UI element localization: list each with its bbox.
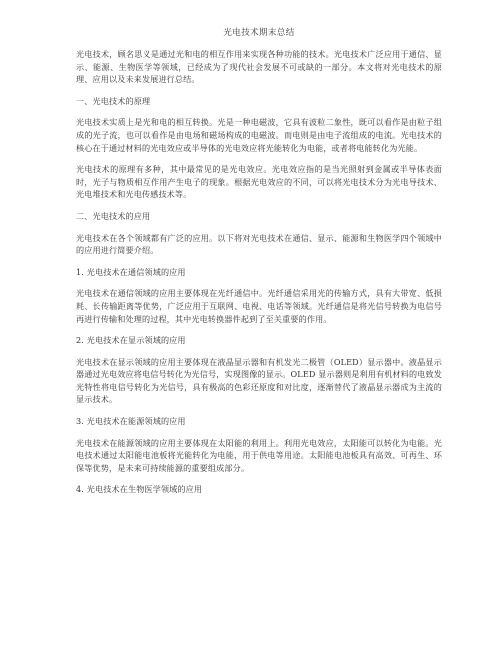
- subheading-communication: 1. 光电技术在通信领域的应用: [76, 266, 186, 277]
- subheading-display: 2. 光电技术在显示领域的应用: [76, 335, 186, 346]
- applications-intro-paragraph: 光电技术在各个领域都有广泛的应用。以下将对光电技术在通信、显示、能源和生物医学四个领域中的应用进行简要介绍。: [76, 232, 442, 256]
- subheading-energy: 3. 光电技术在能源领域的应用: [76, 416, 186, 427]
- energy-paragraph: 光电技术在能源领域的应用主要体现在太阳能的利用上。利用光电效应，太阳能可以转化为电能。光电技术通过太阳能电池板将光能转化为电能，用于供电等用途。太阳能电池板具有高效、可再生、环保等优势，是未来可持续能源的重要组成部分。: [76, 437, 442, 473]
- section-heading-principle: 一、光电技术的原理: [76, 95, 151, 106]
- section-heading-applications: 二、光电技术的应用: [76, 210, 151, 221]
- document-title: 光电技术期末总结: [223, 28, 295, 38]
- intro-paragraph: 光电技术，顾名思义是通过光和电的相互作用来实现各种功能的技术。光电技术广泛应用于通信、显示、能源、生物医学等领域，已经成为了现代社会发展不可或缺的一部分。本文将对光电技术的原理、应用以及未来发展进行总结。: [76, 49, 442, 85]
- subheading-biomedical: 4. 光电技术在生物医学领域的应用: [76, 484, 203, 495]
- communication-paragraph: 光电技术在通信领域的应用主要体现在光纤通信中。光纤通信采用光的传输方式，具有大带宽、低损耗、长传输距离等优势，广泛应用于互联网、电视、电话等领域。光纤通信是将光信号转换为电信号再进行传输和处理的过程，其中光电转换器件起到了至关重要的作用。: [76, 288, 442, 324]
- display-paragraph: 光电技术在显示领域的应用主要体现在液晶显示器和有机发光二极管（OLED）显示器中。液晶显示器通过光电效应将电信号转化为光信号，实现图像的显示。OLED 显示器则是利用有机材料的电致发光特性将电信号转化为光信号，具有极高的色彩还原度和对比度，逐渐替代了液晶显示器成为主流的显示技术。: [76, 356, 442, 405]
- principle-paragraph-2: 光电技术的原理有多种，其中最常见的是光电效应。光电效应指的是当光照射到金属或半导体表面时，光子与物质相互作用产生电子的现象。根据光电效应的不同，可以将光电技术分为光电导技术、光电堆技术和光电传感技术等。: [76, 164, 442, 200]
- principle-paragraph-1: 光电技术实质上是光和电的相互转换。光是一种电磁波，它具有波粒二象性，既可以看作是由粒子组成的光子流，也可以看作是由电场和磁场构成的电磁波。而电则是由电子流组成的电流。光电技术的核心在于通过材料的光电效应或半导体的光电效应将光能转化为电能，或者将电能转化为光能。: [76, 117, 442, 153]
